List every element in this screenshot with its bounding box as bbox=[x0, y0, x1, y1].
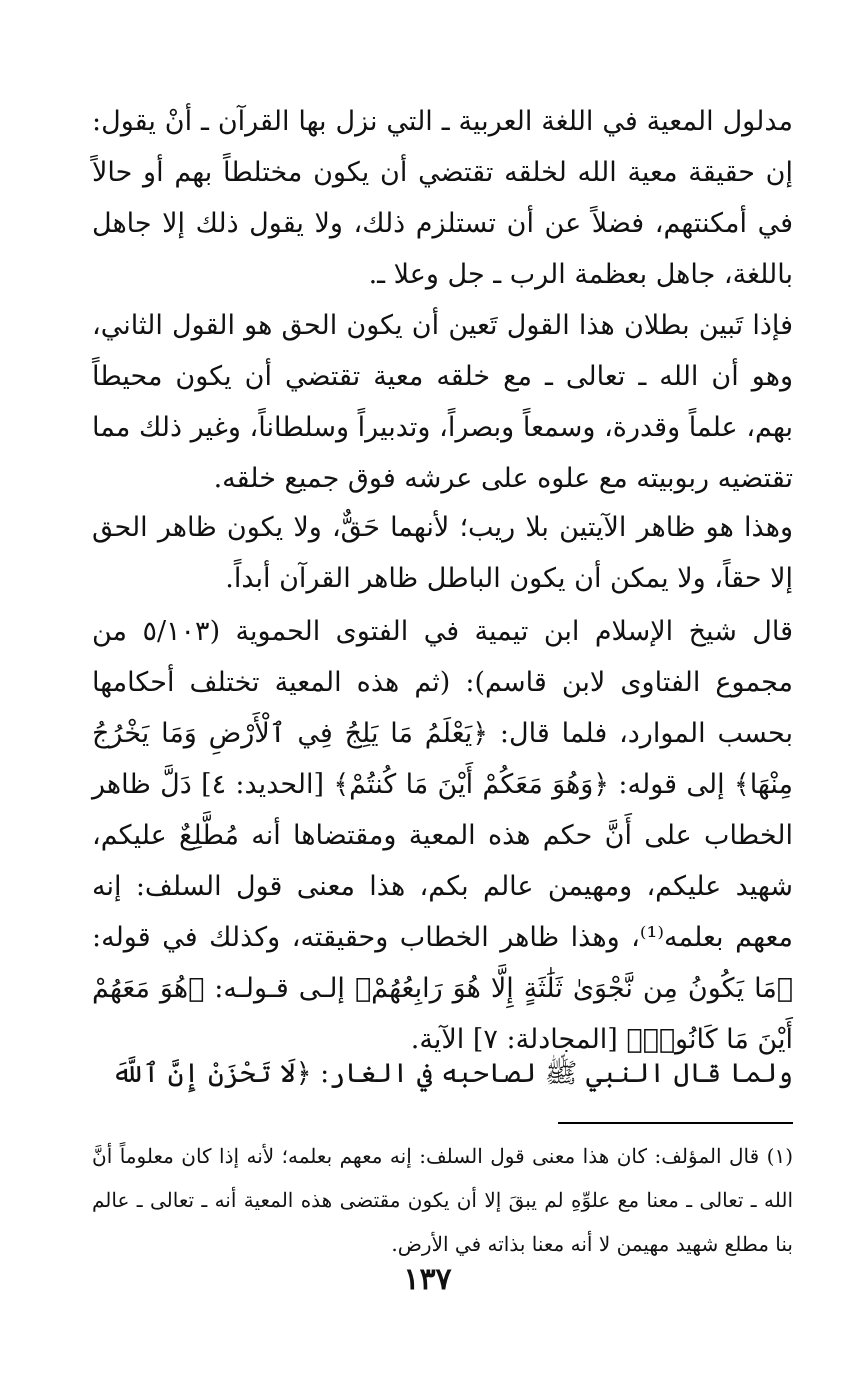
paragraph-3 bbox=[92, 502, 793, 604]
paragraph-1-text: مدلول المعية في اللغة العربية ـ التي نزل بها القرآن ـ أنْ يقول: إن حقيقة معية الله لخلقه تقتضي أن يكون مختلطاً بهم أو حالاً في أمكنتهم، فضلاً عن أن تستلزم ذلك، ولا يقول ذلك إلا جاهل باللغة، جاهل بعظمة الرب ـ جل وعلا ـ. bbox=[92, 106, 793, 290]
paragraph-2-text: فإذا تَبين بطلان هذا القول تَعين أن يكون الحق هو القول الثاني، وهو أن الله ـ تعالى ـ مع خلقه معية تقتضي أن يكون محيطاً بهم، علماً وقدرة، وسمعاً وبصراً، وتدبيراً وسلطاناً، وغير ذلك مما تقتضيه ربوبيته مع علوه على عرشه فوق جميع خلقه. bbox=[92, 310, 793, 494]
page-number: ١٣٧ bbox=[403, 1262, 452, 1297]
footnote bbox=[92, 1134, 793, 1266]
footnote-divider bbox=[558, 1122, 793, 1124]
footnote-text: (١) قال المؤلف: كان هذا معنى قول السلف: إنه معهم بعلمه؛ لأنه إذا كان معلوماً أنَّ الله ـ تعالى ـ معنا مع علوِّهِ لم يبقَ إلا أن يكون مقتضى هذه المعية أنه ـ تعالى ـ عالم بنا مطلع شهيد مهيمن لا أنه معنا بذاته في الأرض. bbox=[92, 1144, 793, 1256]
paragraph-5 bbox=[92, 1048, 793, 1099]
paragraph-1 bbox=[92, 96, 793, 300]
paragraph-5-text: ولما قال النبي ﷺ لصاحبه في الغار: ﴿لَا تَحْزَنْ إِنَّ ٱللَّهَ bbox=[111, 1058, 793, 1089]
paragraph-4-text: قال شيخ الإسلام ابن تيمية في الفتوى الحموية (٥/١٠٣ من مجموع الفتاوى لابن قاسم): (ثم هذه المعية تختلف أحكامها بحسب الموارد، فلما قال: ﴿يَعْلَمُ مَا يَلِجُ فِي ٱلْأَرْضِ وَمَا يَخْرُجُ مِنْهَا﴾ إلى قوله: ﴿وَهُوَ مَعَكُمْ أَيْنَ مَا كُنتُمْ﴾ [الحديد: ٤] دَلَّ ظاهر الخطاب على أَنَّ حكم هذه المعية ومقتضاها أنه مُطَّلِعٌ عليكم، شهيد عليكم، ومهيمن عالم بكم، هذا معنى قول السلف: إنه معهم بعلمه⁽¹⁾، وهذا ظاهر الخطاب وحقيقته، وكذلك في قوله: ﴿مَا يَكُونُ مِن نَّجْوَىٰ ثَلَٰثَةٍ إِلَّا هُوَ رَابِعُهُمْ﴾ إلـى قـولـه: ﴿هُوَ مَعَهُمْ أَيْنَ مَا كَانُوا۟﴾ [المجادلة: ٧] الآية. bbox=[92, 616, 793, 1055]
paragraph-3-text: وهذا هو ظاهر الآيتين بلا ريب؛ لأنهما حَقٌّ، ولا يكون ظاهر الحق إلا حقاً، ولا يمكن أن يكون الباطل ظاهر القرآن أبداً. bbox=[92, 512, 793, 594]
paragraph-4 bbox=[92, 606, 793, 1065]
paragraph-2 bbox=[92, 300, 793, 504]
